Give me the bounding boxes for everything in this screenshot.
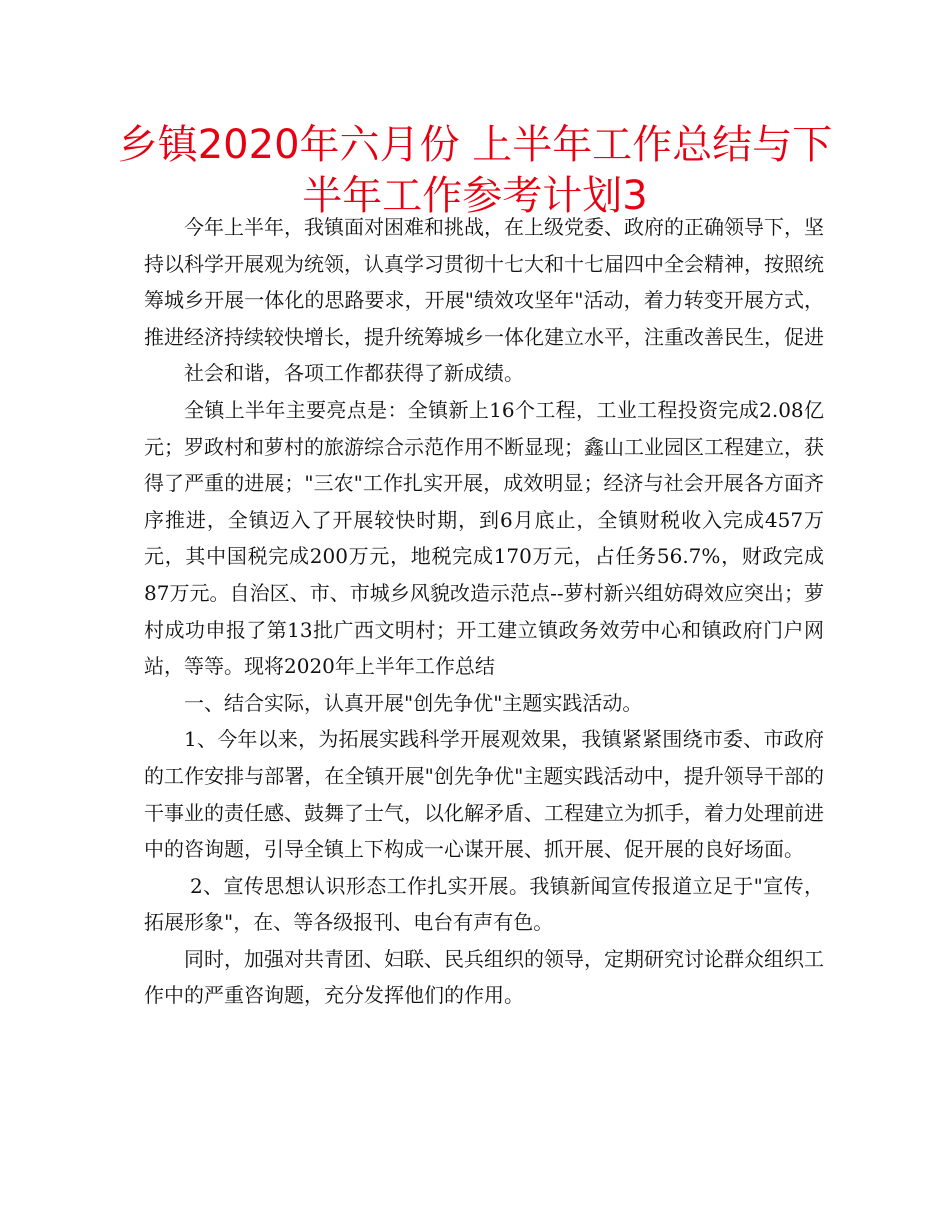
paragraph-item-1: 1、今年以来，为拓展实践科学开展观效果，我镇紧紧围绕市委、市政府的工作安排与部署，在全镇开展"创先争优"主题实践活动中，提升领导干部的干事业的责任感、鼓舞了士气，以化解矛盾、工程建立为抓手，着力处理前进中的咨询题，引导全镇上下构成一心谋开展、抓开展、促开展的良好场面。 [144, 727, 824, 862]
paragraph-meanwhile: 同时，加强对共青团、妇联、民兵组织的领导，定期研究讨论群众组织工作中的严重咨询题，充分发挥他们的作用。 [144, 946, 824, 1008]
paragraph-intro: 今年上半年，我镇面对困难和挑战，在上级党委、政府的正确领导下，坚持以科学开展观为统领，认真学习贯彻十七大和十七届四中全会精神，按照统筹城乡开展一体化的思路要求，开展"绩效攻坚年"活动，着力转变开展方式，推进经济持续较快增长，提升统筹城乡一体化建立水平，注重改善民生，促进 [144, 215, 824, 349]
section-heading-1: 一、结合实际，认真开展"创先争优"主题实践活动。 [184, 690, 643, 715]
document-title: 乡镇2020年六月份 上半年工作总结与下半年工作参考计划3 [117, 122, 833, 219]
paragraph-highlights: 全镇上半年主要亮点是：全镇新上16个工程，工业工程投资完成2.08亿元；罗政村和萝村的旅游综合示范作用不断显现；鑫山工业园区工程建立，获得了严重的进展；"三农"工作扎实开展，成效明显；经济与社会开展各方面齐序推进，全镇迈入了开展较快时期，到6月底止，全镇财税收入完成457万元，其中国税完成200万元，地税完成170万元，占任务56.7%，财政完成87万元。自治区、市、市城乡风貌改造示范点--萝村新兴组妨碍效应突出；萝村成功申报了第13批广西文明村；开工建立镇政务效劳中心和镇政府门户网站，等等。现将2020年上半年工作总结 [144, 397, 824, 679]
paragraph-intro-continued: 社会和谐，各项工作都获得了新成绩。 [184, 361, 524, 386]
document-body [144, 209, 824, 1014]
paragraph-item-2: 2、宣传思想认识形态工作扎实开展。我镇新闻宣传报道立足于"宣传，拓展形象"，在、等各级报刊、电台有声有色。 [144, 873, 824, 935]
